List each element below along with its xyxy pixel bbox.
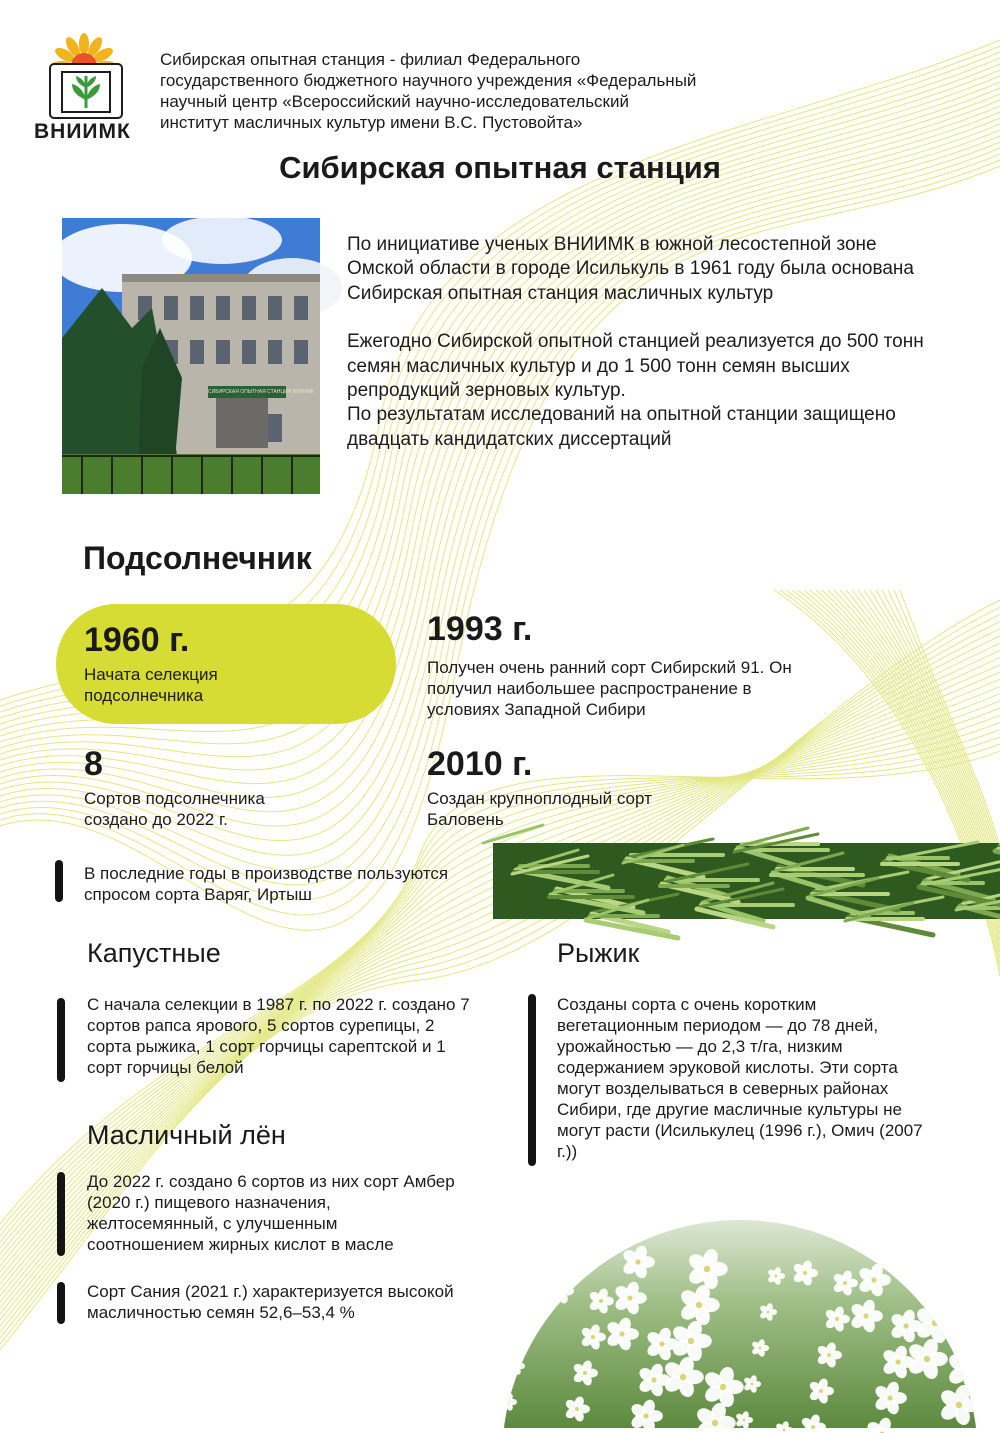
intro-paragraph: По инициативе ученых ВНИИМК в южной лесостепной зоне Омской области в городе Исилькуль в 1961 году была основана Сибирская опытная станция масличных культур xyxy=(347,234,914,304)
flax-text-1: До 2022 г. создано 6 сортов из них сорт Амбер (2020 г.) пищевого назначения, желтосемянный, с улучшенным соотношением жирных кислот в масле xyxy=(87,1172,455,1254)
stat-text: Получен очень ранний сорт Сибирский 91. Он получил наибольшее распространение в условиях Западной Сибири xyxy=(427,658,792,719)
camelina-bar xyxy=(528,994,536,1166)
brassica-bar xyxy=(57,998,65,1082)
flax-bar-1 xyxy=(57,1172,65,1256)
brassica-heading: Капустные xyxy=(87,938,221,968)
intro-paragraph: По результатам исследований на опытной станции защищено двадцать кандидатских диссертаций xyxy=(347,404,896,450)
org-line: научный центр «Всероссийский научно-исследовательский xyxy=(160,92,629,111)
stat-1993 xyxy=(427,609,847,720)
stat-text: Сортов подсолнечника создано до 2022 г. xyxy=(84,789,265,829)
flax-text-2: Сорт Сания (2021 г.) характеризуется высокой масличностью семян 52,6–53,4 % xyxy=(87,1282,454,1322)
stat-2010 xyxy=(427,744,847,830)
org-line: институт масличных культур имени В.С. Пустовойта» xyxy=(160,113,583,132)
camelina-text: Созданы сорта с очень коротким вегетационным периодом — до 78 дней, урожайностью — до 2,3 т/га, низким содержанием эруковой кислоты. Эти сорта могут возделываться в северных районах Сибири, где другие масличные культуры не могут расти (Исилькулец (1996 г.), Омич (2007 г.)) xyxy=(557,995,923,1161)
stat-value: 1993 г. xyxy=(427,610,533,648)
logo-text: ВНИИМК xyxy=(34,120,131,143)
station-building-photo xyxy=(62,218,320,494)
sunflower-logo-icon xyxy=(28,34,146,124)
stat-value: 8 xyxy=(84,745,103,783)
brassica-text: С начала селекции в 1987 г. по 2022 г. создано 7 сортов рапса ярового, 5 сортов сурепицы, 2 сорта рыжика, 1 сорт горчицы сарептской и 1 сорт горчицы белой xyxy=(87,995,470,1077)
camelina-heading: Рыжик xyxy=(557,938,640,968)
stat-value: 2010 г. xyxy=(427,745,533,783)
vniimk-logo xyxy=(28,34,146,144)
intro-paragraph: Ежегодно Сибирской опытной станцией реализуется до 500 тонн семян масличных культур и до 1 500 тонн семян высших репродукций зерновых культур. xyxy=(347,331,924,402)
page-title: Сибирская опытная станция xyxy=(279,150,721,185)
rapeseed-pods-photo xyxy=(493,843,1000,919)
building-sign-text: СИБИРСКАЯ ОПЫТНАЯ СТАНЦИЯ ВНИИМК xyxy=(208,389,314,395)
stat-1960 xyxy=(84,620,384,706)
flax-flowers-photo xyxy=(500,1218,980,1428)
organization-name xyxy=(160,49,810,133)
stat-text: Начата селекция подсолнечника xyxy=(84,665,218,705)
org-line: государственного бюджетного научного учреждения «Федеральный xyxy=(160,71,697,90)
sunflower-heading: Подсолнечник xyxy=(83,540,312,576)
org-line: Сибирская опытная станция - филиал Федерального xyxy=(160,50,581,69)
note-bar xyxy=(55,860,63,902)
flax-heading: Масличный лён xyxy=(87,1120,286,1150)
flax-bar-2 xyxy=(57,1282,65,1324)
stat-value: 1960 г. xyxy=(84,621,190,659)
sunflower-note: В последние годы в производстве пользуются спросом сорта Варяг, Иртыш xyxy=(84,864,449,904)
stat-text: Создан крупноплодный сорт Баловень xyxy=(427,789,652,829)
intro-text-block xyxy=(347,233,947,476)
stat-varieties-count xyxy=(84,744,384,830)
